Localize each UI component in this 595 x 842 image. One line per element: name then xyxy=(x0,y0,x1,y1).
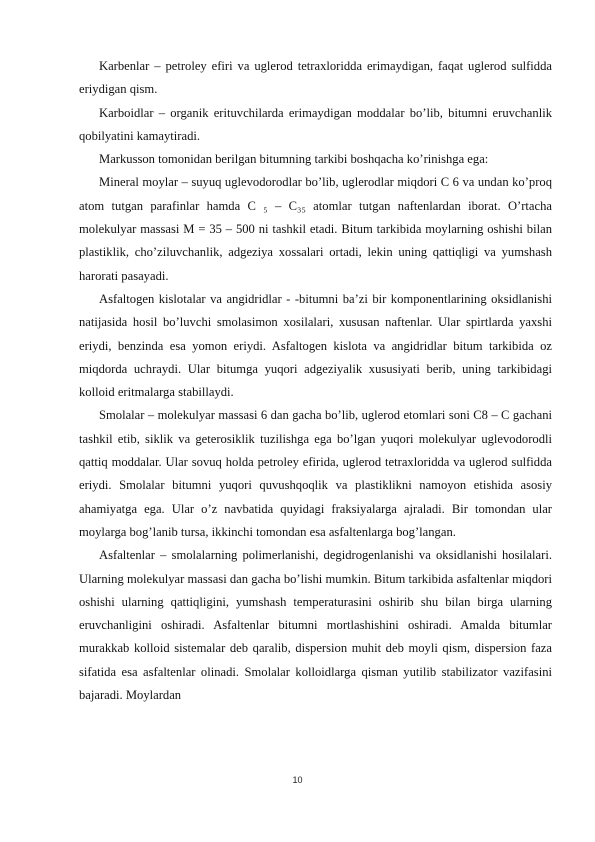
paragraph-asfaltenlar: Asfaltenlar – smolalarning polimerlanishi, degidrogenlanishi va oksidlanishi hosilalari. Ularning molekulyar massasi dan gacha bo’lishi mumkin. Bitum tarkibida asfaltenlar miqdori oshishi ularning qattiqligini, yumshash temperaturasini oshirib shu bilan birga ularning eruvchanligini oshiradi. Asfaltenlar bitumni mortlashishini oshiradi. Amalda bitumlar murakkab kolloid sistemalar deb qaralib, dispersion muhit deb moyli qism, dispersion faza sifatida esa asfaltenlar olinadi. Smolalar kolloidlarga qisman yutilib stabilizator vazifasini bajaradi. Moylardan xyxy=(79,548,552,703)
paragraph-smolalar: Smolalar – molekulyar massasi 6 dan gacha bo’lib, uglerod etomlari soni C8 – C gachani tashkil etib, siklik va geterosiklik tuzilishga ega bo’lgan yuqori molekulyar uglevodorodli qattiq moddalar. Ular sovuq holda petroley efirida, uglerod tetraxloridda va uglerod sulfidda eriydi. Smolalar bitumni yuqori quvushqoqlik va plastiklikni namoyon etishida asosiy ahamiyatga ega. Ular o’z navbatida quyidagi fraksiyalarga ajraladi. Bir tomondan ular moylarga bog’lanib tursa, ikkinchi tomondan esa asfaltenlarga bog’langan. xyxy=(79,408,552,539)
paragraph-asfaltogen: Asfaltogen kislotalar va angidridlar - -bitumni ba’zi bir komponentlarining oksidlanishi natijasida hosil bo’luvchi smolasimon xosilalari, xususan naftenlar. Ular spirtlarda yaxshi eriydi, benzinda esa yomon eriydi. Asfaltogen kislota va angidridlar bitum tarkibida oz miqdorda uchraydi. Ular bitumga yuqori adgeziyalik xususiyati berib, uning tarkibidagi kolloid eritmalarga stabillaydi. xyxy=(79,291,552,400)
page-number: 10 xyxy=(292,775,303,785)
paragraph-karboidlar: Karboidlar – organik erituvchilarda erimaydigan moddalar bo’lib, bitumni eruvchanlik qobilyatini kamaytiradi. xyxy=(79,105,552,143)
paragraph-markusson: Markusson tomonidan berilgan bitumning tarkibi boshqacha ko’rinishga ega: xyxy=(99,152,489,167)
paragraph-mineral-moylar: Mineral moylar – suyuq uglevodorodlar bo’lib, uglerodlar miqdori C 6 va undan ko’proq atom tutgan parafinlar hamda C ₅ – C₃₅ atomlar tutgan naftenlardan iborat. O’rtacha molekulyar massasi M = 35 – 500 ni tashkil etadi. Bitum tarkibida moylarning oshishi bilan plastiklik, cho’ziluvchanlik, adgeziya xossalari ortadi, lekin uning qattiqligi va yumshash harorati pasayadi. xyxy=(79,175,552,283)
paragraph-karbenlar: Karbenlar – petroley efiri va uglerod tetraxloridda erimaydigan, faqat uglerod sulfidda eriydigan qism. xyxy=(79,59,552,97)
body-text xyxy=(79,55,552,707)
